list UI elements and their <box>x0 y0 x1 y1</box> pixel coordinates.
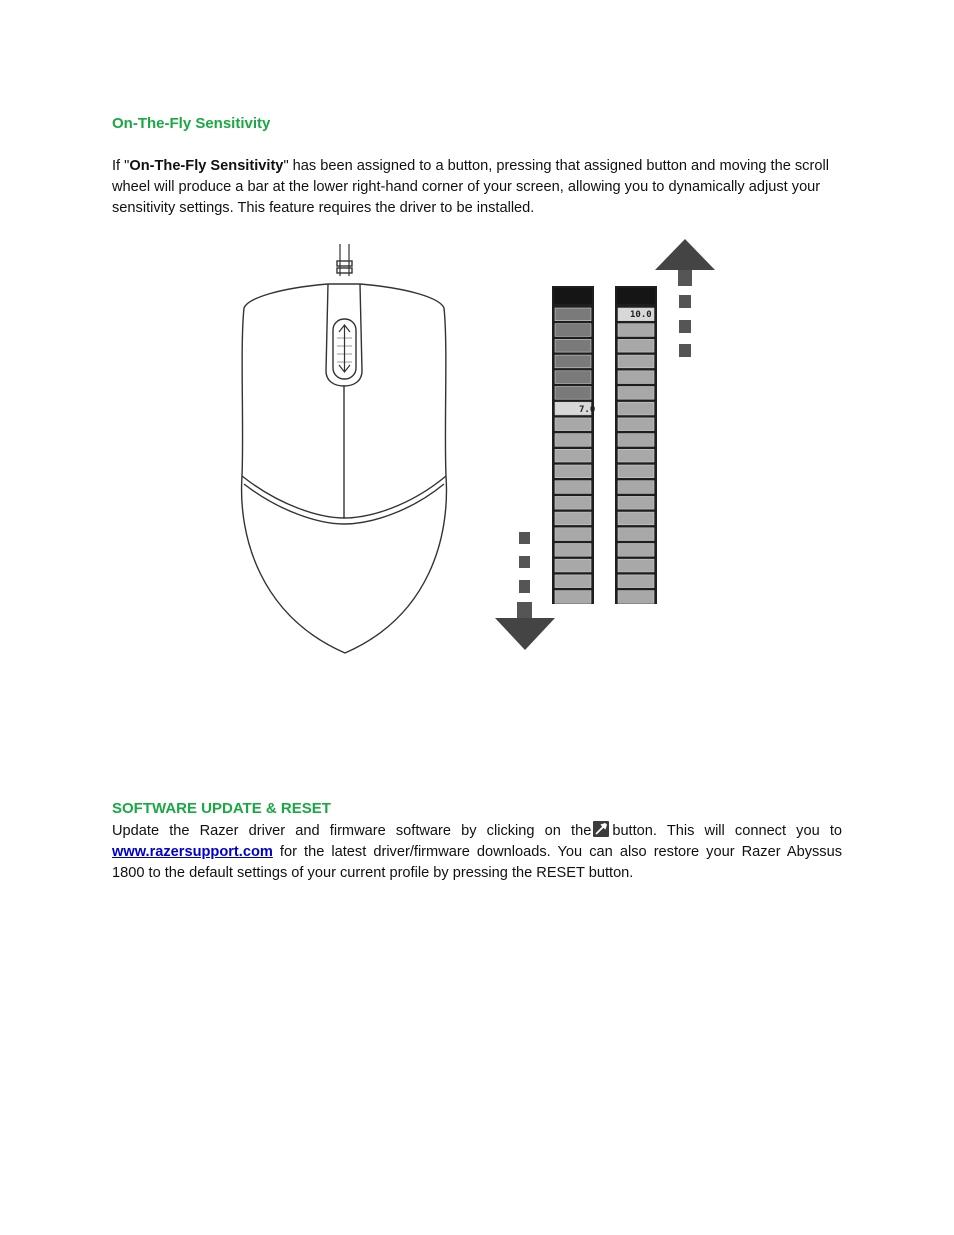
bar-segment <box>618 387 654 400</box>
bar-segment <box>618 528 654 541</box>
bar-header <box>617 288 655 304</box>
bar-segment <box>555 355 591 368</box>
bar-segment <box>618 465 654 478</box>
bar-segment <box>555 465 591 478</box>
bar-segment <box>618 481 654 494</box>
bar-segment <box>555 512 591 525</box>
text-after-icon: button. This will connect you to <box>612 823 843 839</box>
bar-segment <box>618 324 654 337</box>
bar-segment <box>555 371 591 384</box>
sensitivity-bar-right <box>615 286 657 604</box>
mouse-sensitivity-illustration <box>230 236 730 656</box>
bar-segment <box>555 308 591 321</box>
bar-segment <box>555 575 591 588</box>
bar-segment <box>618 371 654 384</box>
bar-segment <box>618 559 654 572</box>
text-before-icon: Update the Razer driver and firmware software by clicking on the <box>112 823 592 839</box>
sensitivity-figure <box>230 236 730 656</box>
bar-header <box>554 288 592 304</box>
bar-segment <box>618 355 654 368</box>
bar-segment <box>555 528 591 541</box>
wrench-icon <box>593 821 609 837</box>
bar-segment <box>555 496 591 509</box>
bar-segment <box>618 449 654 462</box>
text-after-link: for the latest driver/firmware downloads. You can also restore your Razer Abyssus 1800 to the default settings of your current profile by pressing the RESET button. <box>112 844 842 881</box>
bar-segment <box>618 591 654 604</box>
arrow-up-icon <box>655 239 715 357</box>
bar-segment <box>618 496 654 509</box>
bar-segment <box>618 575 654 588</box>
bar-segment <box>618 339 654 352</box>
bar-segment <box>618 512 654 525</box>
bar-segment <box>555 434 591 447</box>
sensitivity-value-left: 7.0 <box>579 405 596 415</box>
bar-segment <box>555 418 591 431</box>
sensitivity-value-right: 10.0 <box>630 310 652 320</box>
sensitivity-bar-left <box>552 286 594 604</box>
section-heading-software-update: SOFTWARE UPDATE & RESET <box>112 800 331 817</box>
bar-segment <box>555 387 591 400</box>
bar-segment <box>555 324 591 337</box>
software-update-paragraph <box>112 821 842 884</box>
razersupport-link[interactable]: www.razersupport.com <box>112 844 273 860</box>
bar-segment <box>555 449 591 462</box>
bar-segment <box>555 591 591 604</box>
bar-segment <box>555 481 591 494</box>
bar-segment <box>618 418 654 431</box>
feature-name-bold: On-The-Fly Sensitivity <box>129 158 284 174</box>
bar-segment <box>618 434 654 447</box>
para-prefix: If " <box>112 158 130 174</box>
arrow-down-icon <box>495 532 555 650</box>
bar-segment <box>618 402 654 415</box>
section-heading-on-the-fly: On-The-Fly Sensitivity <box>112 115 271 132</box>
bar-segment <box>555 559 591 572</box>
bar-segment <box>555 339 591 352</box>
on-the-fly-paragraph <box>112 156 842 219</box>
bar-segment <box>555 544 591 557</box>
mouse-illustration <box>242 244 447 653</box>
para-rest: " has been assigned to a button, pressing that assigned button and moving the scroll wheel will produce a bar at the lower right-hand corner of your screen, allowing you to dynamically adjust your sensitivity settings. This feature requires the driver to be installed. <box>112 158 829 216</box>
bar-segment <box>618 544 654 557</box>
